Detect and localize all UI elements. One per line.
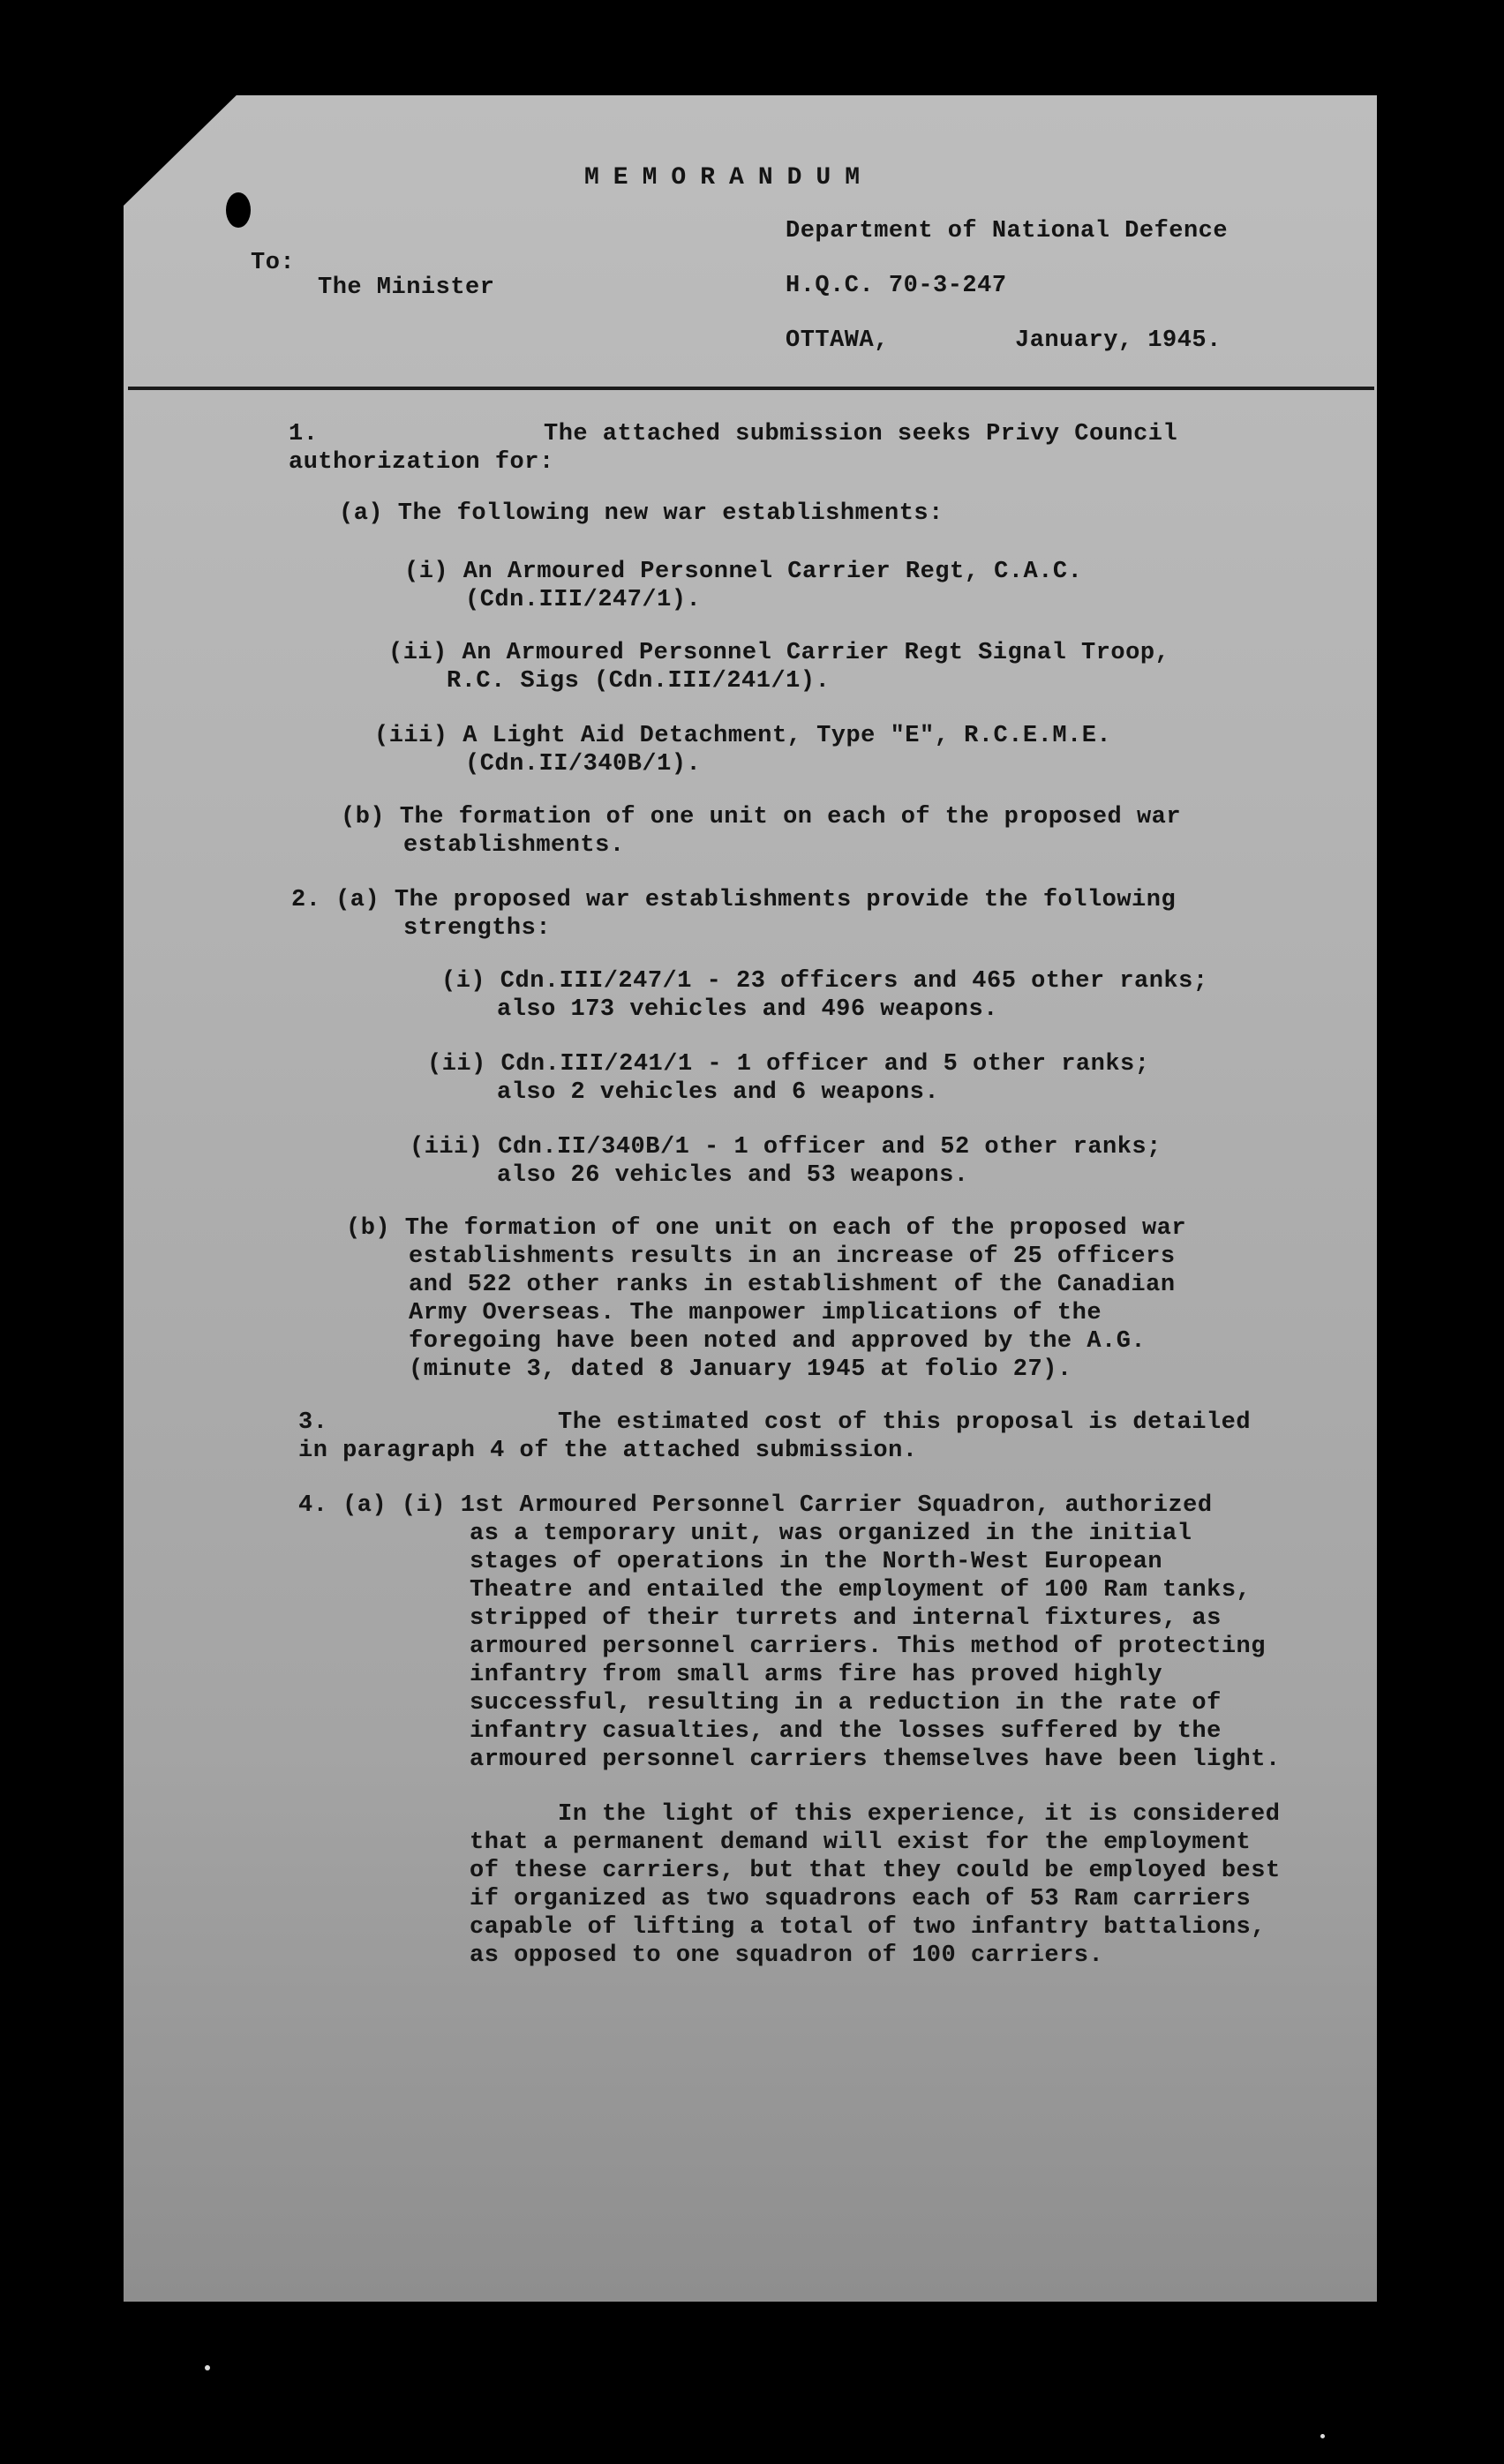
text-line: (b) The formation of one unit on each of the proposed war <box>341 804 1182 830</box>
text-line: strengths: <box>403 915 552 942</box>
text-line: also 2 vehicles and 6 weapons. <box>497 1079 940 1106</box>
text-line: (iii) Cdn.II/340B/1 - 1 officer and 52 other ranks; <box>410 1134 1162 1161</box>
scan-speck <box>205 2365 210 2370</box>
text-line: R.C. Sigs (Cdn.III/241/1). <box>447 668 831 695</box>
text-line: (minute 3, dated 8 January 1945 at folio 27). <box>409 1356 1072 1383</box>
scan-speck <box>1320 2434 1325 2438</box>
text-line: authorization for: <box>289 449 554 476</box>
text-line: (Cdn.III/247/1). <box>465 587 702 613</box>
text-line: also 173 vehicles and 496 weapons. <box>497 996 998 1023</box>
memo-title: MEMORANDUM <box>584 164 875 192</box>
text-line: as opposed to one squadron of 100 carriers. <box>470 1942 1104 1969</box>
text-line: (b) The formation of one unit on each of the proposed war <box>346 1215 1187 1242</box>
text-line: establishments. <box>403 832 625 859</box>
recipient: The Minister <box>318 274 495 301</box>
department: Department of National Defence <box>786 218 1229 244</box>
memo-date: January, 1945. <box>1015 327 1222 354</box>
text-line: (i) Cdn.III/247/1 - 23 officers and 465 other ranks; <box>441 968 1208 995</box>
text-line: (i) An Armoured Personnel Carrier Regt, C.A.C. <box>404 559 1083 585</box>
to-label: To: <box>251 250 296 276</box>
text-line: also 26 vehicles and 53 weapons. <box>497 1162 969 1189</box>
text-line: of these carriers, but that they could be employed best <box>470 1858 1281 1884</box>
text-line: Army Overseas. The manpower implications of the <box>409 1300 1102 1326</box>
text-line: Theatre and entailed the employment of 100 Ram tanks, <box>470 1577 1252 1604</box>
text-line: 2. (a) The proposed war establishments provide the following <box>291 887 1177 913</box>
text-line: The attached submission seeks Privy Council <box>544 421 1178 447</box>
text-line: capable of lifting a total of two infantry battalions, <box>470 1914 1266 1941</box>
text-line: as a temporary unit, was organized in the initial <box>470 1521 1192 1547</box>
file-reference: H.Q.C. 70-3-247 <box>786 273 1007 299</box>
text-line: and 522 other ranks in establishment of the Canadian <box>409 1272 1176 1298</box>
text-line: (ii) An Armoured Personnel Carrier Regt Signal Troop, <box>388 640 1170 666</box>
text-line: armoured personnel carriers themselves have been light. <box>470 1747 1281 1773</box>
text-line: (ii) Cdn.III/241/1 - 1 officer and 5 other ranks; <box>427 1051 1150 1078</box>
header-rule <box>128 387 1374 390</box>
text-line: if organized as two squadrons each of 53 Ram carriers <box>470 1886 1252 1912</box>
text-line: establishments results in an increase of 25 officers <box>409 1243 1176 1270</box>
text-line: foregoing have been noted and approved by the A.G. <box>409 1328 1147 1355</box>
text-line: stages of operations in the North-West European <box>470 1549 1163 1575</box>
text-line: In the light of this experience, it is considered <box>558 1801 1281 1828</box>
text-line: (Cdn.II/340B/1). <box>465 751 702 778</box>
text-line: infantry from small arms fire has proved highly <box>470 1662 1163 1688</box>
text-line: The estimated cost of this proposal is detailed <box>558 1409 1252 1436</box>
text-line: infantry casualties, and the losses suffered by the <box>470 1718 1222 1745</box>
text-line: in paragraph 4 of the attached submission. <box>298 1438 918 1464</box>
paragraph-number: 1. <box>289 421 319 447</box>
text-line: (iii) A Light Aid Detachment, Type "E", R.C.E.M.E. <box>374 723 1112 749</box>
text-line: successful, resulting in a reduction in the rate of <box>470 1690 1222 1717</box>
text-line: armoured personnel carriers. This method of protecting <box>470 1634 1266 1660</box>
text-line: 4. (a) (i) 1st Armoured Personnel Carrier Squadron, authorized <box>298 1492 1213 1519</box>
place: OTTAWA, <box>786 327 889 354</box>
paragraph-number: 3. <box>298 1409 328 1436</box>
text-line: that a permanent demand will exist for the employment <box>470 1829 1252 1856</box>
text-line: (a) The following new war establishments: <box>339 500 944 527</box>
text-line: stripped of their turrets and internal fixtures, as <box>470 1605 1222 1632</box>
scan-speck <box>226 192 251 228</box>
